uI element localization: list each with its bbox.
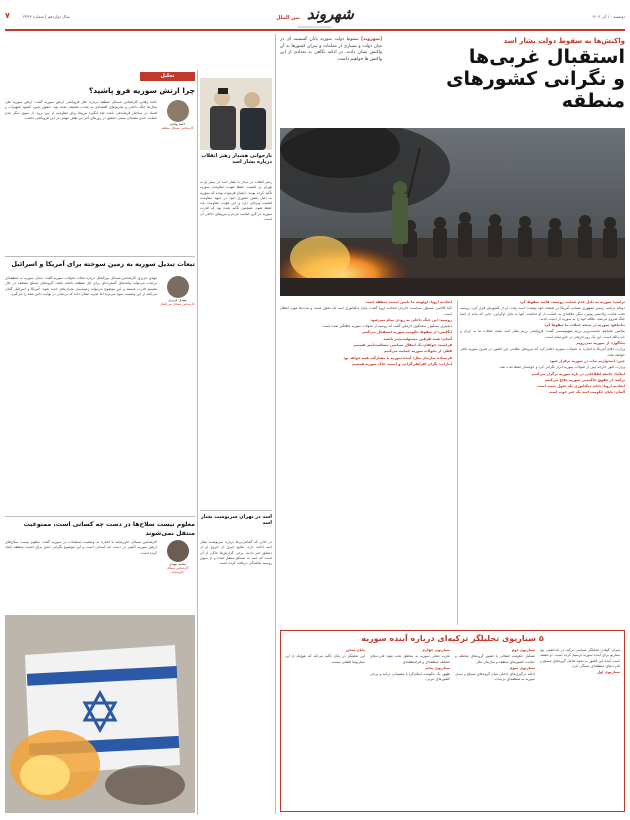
left-a2-role: کارشناس مسائل بین‌الملل [160,302,195,306]
bottom-c3-body2: ظهور یک حکومت اسلام‌گرا با پشتیبانی ترکیه و برخی کشورهای عربی. [370,672,450,682]
bottom-c4-sub: پایان سخن [345,648,365,652]
masthead [5,4,625,28]
lead-title-line2: و نگرانی کشورهای منطقه [446,68,625,112]
left-a1-para: حامد وفایی کارشناس مسائل منطقه درباره علل فروپاشی ارتش سوریه گفت: ارتش سوریه طی سال‌ها جنگ داخلی و تحریم‌های اقتصادی به شدت تضعیف شده بود. حقوق پایین، کمبود تجهیزات و فساد در ساختار فرماندهی باعث شد انگیزه نیروها برای مقاومت از بین برود. از سوی دیگر عدم حمایت جدی متحدان سنتی دمشق در روزهای آخر نیز نقش مهمی در این فروپاشی داشت. [5,100,157,120]
lead-sub-4: چین: امیدواریم ثبات در سوریه برقرار شود [549,358,625,363]
sidebar-s1-title: بازخوانی هشدار رهبر انقلاب درباره بشار اسد [201,153,272,165]
lead-body-col2 [280,300,452,625]
lead2-sub-8: امارات: نگران افراطی‌گرایی و امنیت خاک سوریه هستیم [352,361,452,366]
lead2-para-2: دیمیتری پسکوف سخنگوی کرملین گفت که روسیه از تحولات سوریه غافلگیر شده است. [321,324,452,329]
issue-date: دوشنبه ۱۰ آذر ۱۴۰۳ [591,14,625,19]
bottom-c3-sub: سناریوی چهارم [422,648,450,652]
logo-text: شهروند [306,5,354,23]
bottom-col3 [370,648,450,808]
lead2-sub-1: اتحادیه اروپا: اولویت ما تامین امنیت منطقه است [365,300,452,304]
page-number: ۷ [5,11,10,20]
logo-section: بین الملل [276,15,300,21]
lead-para-2: بنیامین نتانیاهو، نخست‌وزیر رژیم صهیونیستی گفت: فروپاشی رژیم بشار اسد نتیجه حملات ما به ایران و حزب‌الله است. این یک روز تاریخی در خاورمیانه است. [460,329,625,339]
analysis-tag: تحلیل [140,72,195,81]
bottom-c3-body: تجزیه عملی سوریه به مناطق تحت نفوذ قدرت‌های مختلف منطقه‌ای و فرامنطقه‌ای. [370,654,450,664]
lead-sub-6: ترکیه: از حقوق حاکمیتی سوریه دفاع می‌کنیم [544,377,625,382]
left-divider [197,70,198,815]
sidebar-s1-body [200,180,272,510]
left-a2-title: تبعات تبدیل سوریه به زمین سوخته برای آمریکا و اسرائیل [11,260,195,268]
bottom-col1 [540,648,620,808]
bottom-c4-body: این تحلیلگر در پایان تأکید می‌کند که هیچ‌یک از این سناریوها قطعی نیست. [285,654,365,664]
lead-quote-box [280,37,382,127]
avatar [167,276,189,298]
left-a3-role: کارشناس مسائل خاورمیانه [166,566,189,574]
left-a3-body [5,540,157,610]
header-rule [5,29,625,31]
crowd-photo-illustration [280,128,625,296]
avatar [167,100,189,122]
lead2-sub-3: انگلیس: از سقوط حکومت سوریه استقبال می‌کنیم [362,330,452,335]
sidebar-s2-head [200,514,272,530]
lead-title [390,46,625,112]
lead2-sub-2: روسیه: این جنگ داخلی به زودی تمام نمی‌شود [370,317,452,322]
left-a2-body [5,276,157,512]
sidebar-photo [200,78,272,150]
sidebar-s2-para: در حالی که گمانه‌زنی‌ها درباره سرنوشت بشار اسد ادامه دارد، منابع خبری از خروج او از دمشق خبر دادند. برخی گزارش‌ها حاکی از آن است که اسد به مسکو منتقل شده و از سوی روسیه پناهندگی دریافت کرده است. [200,540,272,566]
left-a2-author: مهدی عزیزی [168,298,187,302]
left-rule-1 [5,256,195,257]
left-a3-author: محمد مهدی [169,562,186,566]
sidebar-s1-para: رهبر انقلاب در دیدار با بشار اسد در سفر او به تهران بر اهمیت حفظ هویت مقاومت سوریه تأکید کرده بودند. ایشان فرموده بودند که سوریه به دلیل نقش محوری خود در جبهه مقاومت اهمیت ویژه‌ای دارد و این هویت مقاومت باید حفظ شود. همچنین تأکید شده بود که قدرت سوریه در گرو حمایت مردم و نیروهای داخلی آن است. [200,180,272,222]
lead-quote-source: [شهروند] [361,37,382,42]
left-a1-byline [160,100,195,142]
left-a3-byline [160,540,195,582]
column-divider [457,300,458,625]
logo [265,4,365,26]
lead2-sub-7: فرستاده سازمان ملل: آینده سوریه با مشارکت همه خواهد بود [343,355,452,360]
sidebar-s2-title: اسد در تهران سرنوشت بشار اسد [200,514,272,526]
lead-quote: سقوط دولت سوریه پایان گسسته ای در میان دولت و بسیاری از مقامات و سران کشورها به آن واکنش نشان دادند، در ادامه نگاهی به تعدادی از این واکنش ها خواهیم داشت. [280,37,382,62]
left-a2-byline [160,276,195,318]
lead2-para-1: کایا کالاس، مسئول سیاست خارجی اتحادیه اروپا گفت: پایان دیکتاتوری اسد یک تحول مثبت و مدت‌ها مورد انتظار است. [280,306,452,316]
lead2-sub-5: فرانسه: خواهان یک انتقال سیاسی مسالمت‌آمیز هستیم [353,343,452,348]
bottom-c1-body: میران گولدن تحلیلگر سیاسی ترکیه در یادداشتی پنج سناریو برای آینده سوریه ترسیم کرده است. او معتقد است آینده این کشور به نحوه تعامل گروه‌های مسلح و قدرت‌های منطقه‌ای بستگی دارد. [540,648,620,668]
sidebar-rule [200,510,272,511]
issue-info: سال دوازدهم | شماره ۳۳۴۳ [23,14,70,19]
left-rule-2 [5,516,195,517]
bottom-c3-sub2: سناریوی پنجم [425,665,450,670]
flag-photo [5,615,195,813]
bottom-col4 [285,648,365,808]
lead-kicker: واکنش‌ها به سقوط دولت بشار اسد [503,37,625,45]
meeting-photo-illustration [200,78,272,150]
left-a1-body [5,100,157,252]
lead-para-3: وزارت دفاع آمریکا با اشاره به تحولات سوریه اعلام کرد که نیروهای نظامی این کشور در شرق سوریه باقی خواهند ماند. [460,347,625,357]
sidebar-s2-body [200,540,272,810]
lead-sub-8: آلمان: پایان حکومت اسد یک خبر خوب است [548,390,625,395]
lead-sub-3: پنتاگون: از سوریه نمی‌رویم [576,341,625,346]
bottom-c2-body2: ادامه درگیری‌های داخلی میان گروه‌های مسلح و تبدیل سوریه به منطقه‌ای بی‌ثبات. [455,672,535,682]
burning-flag-illustration [5,615,195,813]
left-a2-para: مهدی عزیزی کارشناس مسائل بین‌الملل درباره تبعات تحولات سوریه گفت: تبدیل سوریه به منطقه‌ای بی‌ثبات می‌تواند پیامدهای گسترده‌ای برای کل منطقه داشته باشد. گروه‌های مسلح مختلف در حال تقسیم قدرت هستند و این موضوع می‌تواند زمینه‌ساز بحران‌های جدید شود. آمریکا و اسرائیل گمان می‌کنند از این وضعیت سود می‌برند اما تجربه نشان داده که بی‌ثباتی در نهایت دامن همه را می‌گیرد. [5,276,157,296]
left-a1-role: کارشناس مسائل منطقه [161,126,194,130]
lead-body-col1 [460,300,625,625]
lead-photo [280,128,625,296]
lead-sub-2: نتانیاهو: سوریه در نتیجه حملات ما سقوط کرد [544,323,625,328]
lead2-sub-6: قطر: از تحولات سوریه حمایت می‌کنیم [383,349,452,354]
bottom-c2-sub: سناریوی دوم [511,648,535,652]
left-a3-title: معلوم نیست سلاح‌ها در دست چه کسانی است، ممنوعیت منتقل نمی‌شوند [23,521,195,537]
bottom-title: ۵ سناریوی تحلیلگر ترکیه‌ای درباره آینده سوریه [361,634,544,643]
lead-para-1: دونالد ترامپ رئیس جمهوری منتخب آمریکا در صفحه خود نوشت: اسد رفت. او از کشورش فرار کرد. روسیه تحت هدایت ولادیمیر پوتین، دیگر علاقه‌ای به حمایت از او نداشت. آنها به دلیل اوکراین، جایی که نباید از ابتدا جنگ شروع می‌شد، علاقه خود را به سوریه از دست دادند. [460,306,625,321]
lead-sub-7: اتحادیه اروپا: پایان دیکتاتوری یک تحول مثبت است [537,384,625,389]
left-a1-author: حامد وفایی [169,122,186,126]
website: www.shahrvandnews.ir [297,25,333,29]
left-a1-title: چرا ارتش سوریه فرو پاشید؟ [88,86,195,95]
sidebar-s1-head [200,153,272,169]
bottom-c2-sub2: سناریوی سوم [510,665,535,670]
bottom-col2 [455,648,535,808]
lead2-sub-4: آلمان: همه طرفین مسئولیت‌پذیر باشند [383,336,452,341]
bottom-c1-sub: سناریوی اول [596,670,620,675]
left-a3-para: کارشناس مسائل خاورمیانه با اشاره به وضعیت تسلیحات در سوریه گفت: معلوم نیست سلاح‌های ارتش سوریه اکنون در دست چه کسانی است و این موضوع نگرانی جدی برای امنیت منطقه ایجاد کرده است. [5,540,157,555]
lead-title-line1: استقبال غربی‌ها [468,46,625,68]
lead-para-4: وزارت امور خارجه چین از تحولات سوریه ابراز نگرانی کرد و خواستار حفظ ثبات شد. [499,365,625,370]
sidebar-divider [275,34,276,814]
avatar [167,540,189,562]
lead-sub-1: ترامپ: سوریه به دلیل عدم حمایت روسیه، فاسد سقوط کرد [519,300,625,304]
bottom-c2-body: تشکیل حکومت انتقالی با حضور گروه‌های مختلف و حمایت کشورهای منطقه و سازمان ملل. [455,654,535,664]
lead-sub-5: ایتالیا: جامعه اطلاعاتی در باره سوریه برگزار می‌کنیم [531,371,625,376]
